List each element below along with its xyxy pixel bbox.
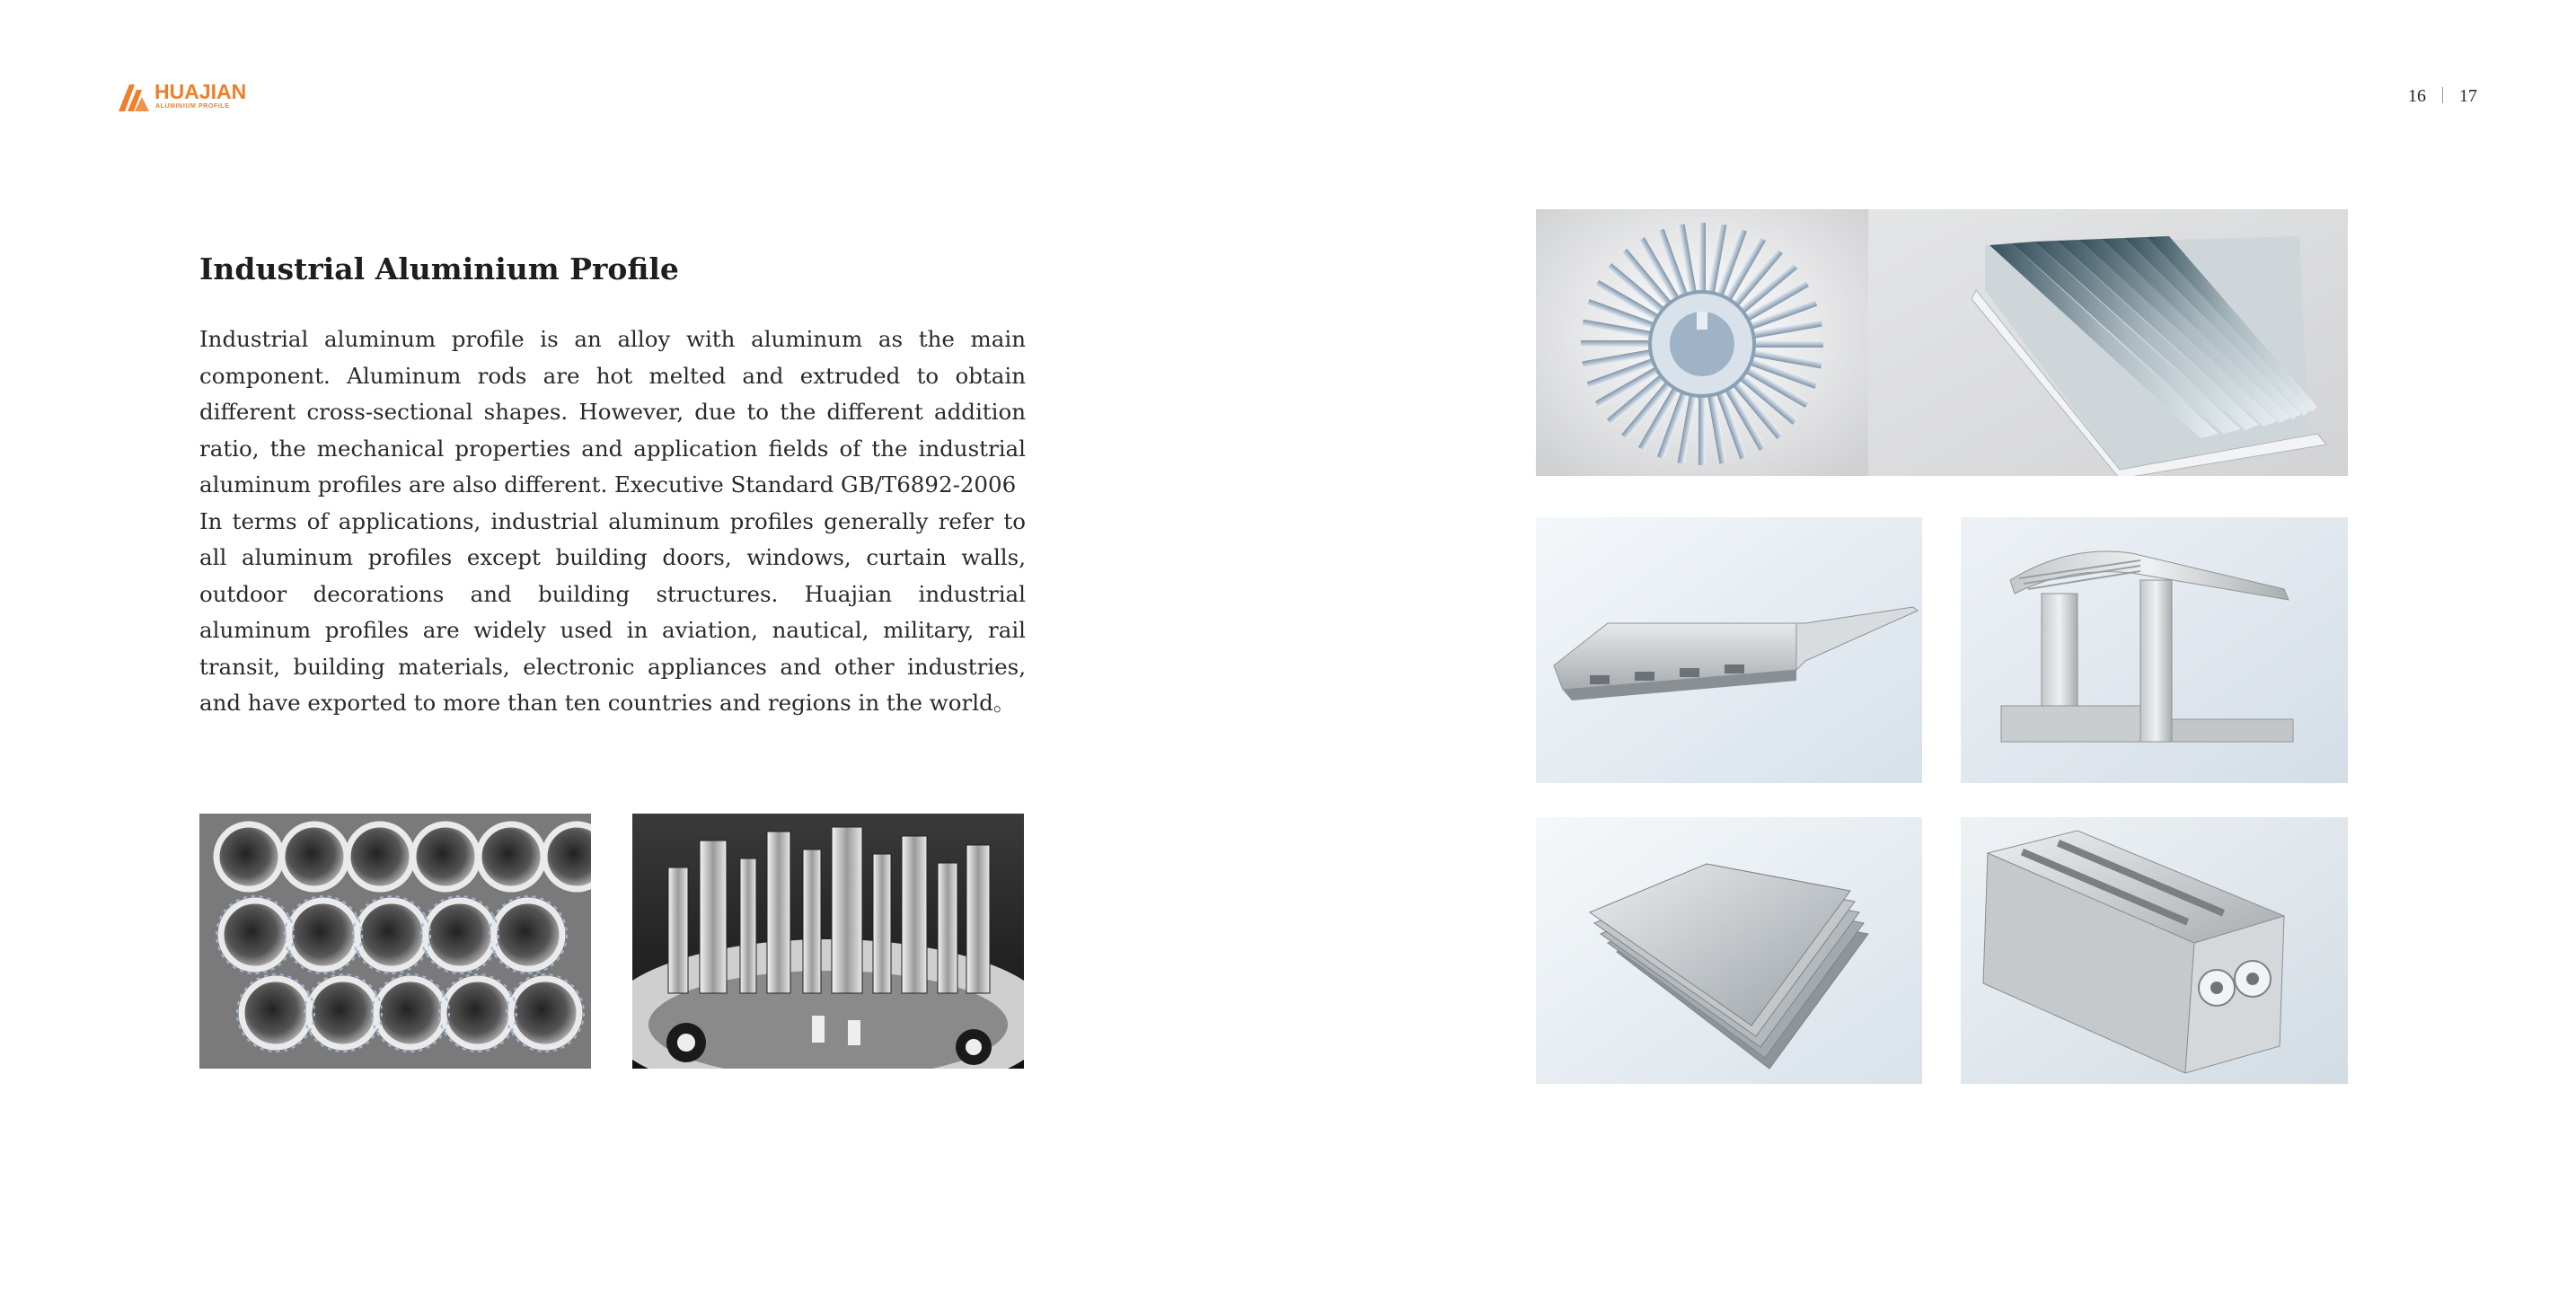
brand-logo bbox=[117, 79, 247, 115]
huajian-logo-mark-icon bbox=[117, 81, 153, 113]
body-paragraph-2: In terms of applications, industrial aluminum profiles generally refer to all aluminum profiles except building doors, windows, curtain walls, outdoor decorations and building structures. Huajian industrial aluminum profiles are widely used in aviation, nautical, military, rail transit, building materials, electronic appliances and other industries, and have exported to more than ten countries and regions in the world。 bbox=[199, 507, 1026, 716]
page-separator bbox=[2442, 87, 2443, 103]
photo-t-slot-profile bbox=[1961, 817, 2348, 1084]
photo-aluminum-extrusions-bundle bbox=[632, 814, 1024, 1069]
brand-tagline: ALUMINIUM PROFILE bbox=[155, 103, 230, 110]
page-number-right: 17 bbox=[2459, 86, 2477, 106]
page-numbers bbox=[2408, 86, 2477, 107]
body-paragraph-1: Industrial aluminum profile is an alloy with aluminum as the main component. Aluminum rods are hot melted and extruded to obtain different cross-sectional shapes. However, due to the different addition ratio, the mechanical properties and application fields of the industrial aluminum profiles are also different. Executive Standard GB/T6892-2006 bbox=[199, 326, 1026, 497]
brand-name: HUAJIAN bbox=[154, 80, 247, 103]
page-number-left: 16 bbox=[2408, 86, 2426, 106]
photo-arched-profile bbox=[1961, 517, 2348, 783]
photo-heatsinks bbox=[1536, 209, 2348, 476]
photo-flat-extruded-panel bbox=[1536, 517, 1922, 783]
section-body bbox=[199, 321, 1026, 722]
photo-stacked-aluminum-plates bbox=[1536, 817, 1922, 1084]
photo-stacked-aluminum-tubes bbox=[199, 814, 591, 1069]
section-title: Industrial Aluminium Profile bbox=[199, 251, 679, 286]
